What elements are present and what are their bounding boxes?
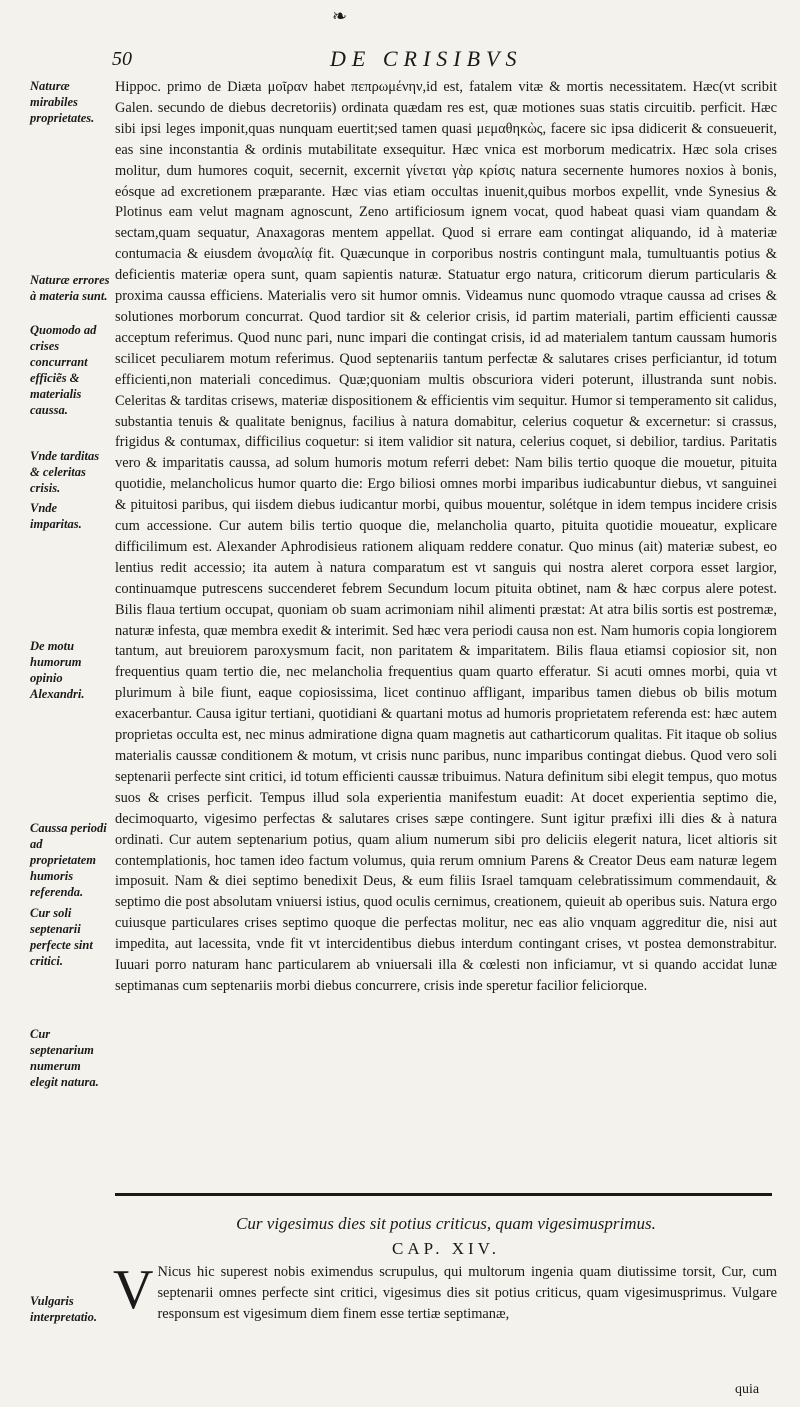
margin-note: Caussa periodi ad proprietatem humoris referenda. bbox=[30, 821, 107, 899]
chapter-number: CAP. XIV. bbox=[392, 1239, 500, 1258]
printer-ornament: ❧ bbox=[332, 6, 348, 26]
drop-cap: V bbox=[113, 1259, 154, 1321]
paragraph: Hippoc. primo de Diæta μοῖραν habet πεπρωμένην,id est, fatalem vitæ & mortis necessitatem. Hæc(vt scribit Galen. secundo de diebus decretoriis) ordinata quædam res est, quæ motiones suas statis circuitib. perficit. Hæc sibi ipsi leges imponit,quas nunquam euertit;sed tamen quasi μεμαθηκὼς, facere sic ipsa didicerit & consueuerit, eas sine inconstantia & ordinis mutabilitate exsequitur. Hæc vnica est morborum medicatrix. Hæc sola crises molitur, dum humores coquit, secernit, excernit γίνεται γὰρ κρίσις natura secernente humores noxios à bonis, eósque ad excretionem præparante. Hæc vias etiam occultas inuenit,quibus morbos expellit, vnde Synesius & Plotinus eam velut magnam agnoscunt, Zeno artificiosum ignem vocat, quod habeat quasi viam quandam & sectam,quam sequatur, Anaxagoras mentem appellat. Quod si errare eam contingat aliquando, id à materiæ contumacia & eiusdem ἀνομαλίᾳ fit. Quæcunque in corporibus nostris contingunt mala, tumultuantis potius & deficientis materiæ opera sunt, quam sapientis naturæ. Statuatur ergo natura, criticorum dierum particularis & proxima caussa efficiens. Materialis vero sit humor omnis. Videamus nunc quomodo vtraque caussa ad crises & solutiones morborum concurrat. Quod tardior sit & celerior crisis, id partim materiali, partim efficienti caussæ acceptum referimus. Quod nunc pari, nunc impari die contingat crisis, id ad materialem tantum caussam humoris scilicet peculiarem motum referimus. Quod septenariis tantum perfectæ & salutares crises perficiantur, id totum efficienti,non materiali concedimus. Quæ;quoniam multis obscuriora videri poterunt, illustranda sunt nobis. Celeritas & tarditas crisews, materiæ dispositionem & efficientis vim sequitur. Humor si temperamento sit calidus, substantia tenuis & qualitate benignus, facilius à natura domabitur, celerius coquetur & excernetur: si crassus, frigidus & contumax, difficilius coquetur: si item validior sit natura, celerius coquet, si debilior, tardius. Paritatis vero & imparitatis caussa, ad solum humoris motum referri debet: Nam bilis tertio quoque die mouetur, pituita quotidie, melancholicus humor quarto die: Ergo biliosi omnes morbi imparibus iudicabuntur diebus, vt sanguinei & pituitosi paribus, qui iisdem diebus iudicantur morbi, quibus mouentur, solétque in idem tempus incidere crisis cum accessione. Cur autem bilis tertio quoque die, melancholia quarto, pituita quotidie moueatur, explicare difficilimum est. Alexander Aphrodisieus rationem aliquam reddere conatur. Quo minus (ait) materiæ subest, eo lentius redit accessio; ita autem à natura comparatum est vt sanguis qui nostra aleret corpora esset largior, continuamque putrescens succenderet febrem Secundum locum pituita obtinet, nam & hæc corpus alere potest. Bilis flaua tertium occupat, quoniam ob suam acrimoniam nihil alimenti præstat: At atra bilis sortis est postremæ, naturæ infesta, quæ membra exedit & interimit. Sed hæc vera periodi causa non est. Nam humoris copia longiorem tantum, aut breuiorem paroxysmum facit, non paritatem & imparitatem. Bilis flaua etiamsi copiosior sit, non frequentius quam tertio die, nec melancholia frequentius quam quarto efferatur. Si acuti omnes morbi, quia vt plurimum à bile fiunt, eaque copiosissima, licet continuo affligant, imparibus tamen diebus ob bilis motum exacerbantur. Causa igitur tertiani, quotidiani & quartani motus ad humoris proprietatem referenda est: hæc autem proprietas occulta est, nec minus admiratione digna quam magnetis aut catharticorum qualitas. Fit itaque ob solius materialis caussæ conditionem & motum, vt crisis nunc paribus, nunc imparibus contingat diebus. Quod vero soli septenarii perfecte sint critici, id totum efficienti caussæ tribuimus. Natura definitum sibi elegit tempus, quo motus suos & crises perficit. Tempus illud sola experientia manifestum euadit: At docet experientia septimo die, decimoquarto, vigesimo perfectas & salutares crises sæpe contingere. Sunt igitur præfixi illi dies & à natura ordinati. Cur autem septenarium potius, quam alium numerum sibi pro deliciis elegerit natura, licet altioris sit contemplationis, hoc tamen ideo factum volumus, quia rerum omnium Parens & Creator Deus eam naturæ legem imposuit. Nam & diei septimo benedixit Deus, & eum filiis Israel tamquam celebratissimum commendauit, & septimo die post absolutam vniuersi istius, quod oculis cernimus, creationem, quieuit ab operibus suis. Natura ergo cuiusque particulares crises septimo quoque die perfectas molitur, nec eas alio vnquam aggreditur die, nisi aut impedita, aut lacessita, vnde fit vt intercidentibus diebus interdum contingant crises, vt postea demonstrabitur. Iuuari porro naturam hanc particularem ab vniuersali illa & cœlesti non inficiamur, vt si quando accidat lunæ septimanas cum septenariis morbi diebus concurrere, crisis inde speretur facilior feliciorque. bbox=[115, 79, 777, 994]
chapter-text bbox=[113, 1259, 777, 1325]
running-head: DE CRISIBVS bbox=[330, 46, 523, 71]
margin-note: Cur septenarium numerum elegit natura. bbox=[30, 1027, 99, 1089]
chapter-paragraph: Nicus hic superest nobis eximendus scrupulus, qui multorum ingenia quam diutissime torsit, Cur, cum septenarii omnes perfecte sint critici, vigesimus dies sit potius criticus, quam vigesimusprimus. Vulgare responsum est vigesimum diem finem esse tertiæ septimanæ, bbox=[157, 1264, 777, 1322]
margin-note: Vulgaris interpretatio. bbox=[30, 1294, 98, 1324]
main-text bbox=[115, 77, 777, 997]
margin-note: Naturæ mirabiles proprietates. bbox=[30, 79, 95, 125]
section-rule bbox=[115, 1193, 772, 1196]
chapter-title: Cur vigesimus dies sit potius criticus, quam vigesimusprimus. bbox=[236, 1214, 656, 1233]
page-number: 50 bbox=[112, 48, 132, 70]
margin-note: De motu humorum opinio Alexandri. bbox=[30, 639, 85, 701]
margin-note: Vnde imparitas. bbox=[30, 501, 82, 531]
margin-note: Vnde tarditas & celeritas crisis. bbox=[30, 449, 100, 495]
catchword: quia bbox=[735, 1382, 760, 1397]
margin-note: Cur soli septenarii perfecte sint critici. bbox=[30, 906, 93, 968]
margin-note: Quomodo ad crises concurrant efficiẽs & materialis caussa. bbox=[30, 323, 97, 417]
margin-note: Naturæ errores à materia sunt. bbox=[30, 273, 110, 303]
